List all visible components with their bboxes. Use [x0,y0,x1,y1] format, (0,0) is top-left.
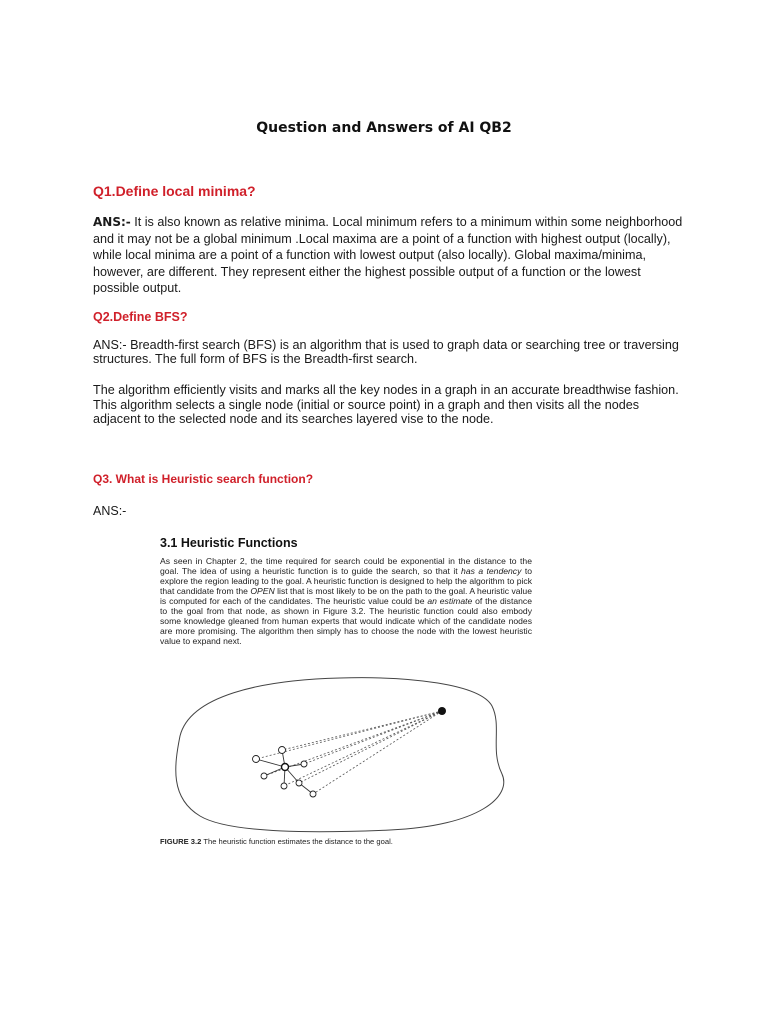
textbook-excerpt-image [150,532,540,852]
question-2-answer-continued: The algorithm efficiently visits and marks all the key nodes in a graph in an accurate breadthwise fashion. This algorithm selects a single node (initial or source point) in a graph and then visits all the nodes adjacent to the selected node and its searches layered vise to the node. [93,383,679,426]
answer-text: It is also known as relative minima. Local minimum refers to a minimum within some neighborhood and it may not be a global minimum .Local maxima are a point of a function with highest output (locally), while local minima are a point of a function with lowest output (also locally). Global maxima/minima, however, are different. They represent either the highest possible output of a function or the lowest possible output. [93,215,683,295]
excerpt-body-emphasis: has a tendency [461,566,522,576]
excerpt-body-emphasis: an estimate [427,596,473,606]
excerpt-body-emphasis: OPEN [250,586,275,596]
goal-node [438,707,446,715]
caption-text: The heuristic function estimates the distance to the goal. [201,837,393,846]
search-space-boundary [176,678,504,832]
question-3-answer-label: ANS:- [93,504,127,518]
question-1-heading: Q1.Define local minima? [93,183,256,199]
excerpt-body [160,556,532,646]
document-title: Question and Answers of AI QB2 [256,120,512,136]
current-node [282,764,289,771]
question-2-heading: Q2.Define BFS? [93,310,188,324]
heuristic-figure [150,666,540,838]
answer-label: ANS:- [93,215,131,229]
question-2-answer: ANS:- Breadth-first search (BFS) is an algorithm that is used to graph data or searching tree or traversing structures. The full form of BFS is the Breadth-first search. [93,338,679,366]
excerpt-body-part: list that is most likely to be on the path to the goal. A heuristic value is computed for each of the candidates. The heuristic value could be [160,586,532,606]
figure-caption [160,837,393,846]
caption-label: FIGURE 3.2 [160,837,202,846]
excerpt-body-part: of the distance to the goal from that node, as shown in Figure 3.2. The heuristic function could also embody some knowledge gleaned from human experts that would indicate which of the candidate nodes are more promising. The algorithm then simply has to choose the node with the lowest heuristic value to expand next. [160,596,532,646]
excerpt-heading: 3.1 Heuristic Functions [160,536,298,550]
question-3-heading: Q3. What is Heuristic search function? [93,472,314,486]
question-1-answer [93,214,683,297]
excerpt-body-part: to explore the region leading to the goal. A heuristic function is designed to help the algorithm to pick that candidate from the [160,566,532,596]
excerpt-body-part: As seen in Chapter 2, the time required for search could be exponential in the distance to the goal. The idea of using a heuristic function is to guide the search, so that it [160,556,532,576]
